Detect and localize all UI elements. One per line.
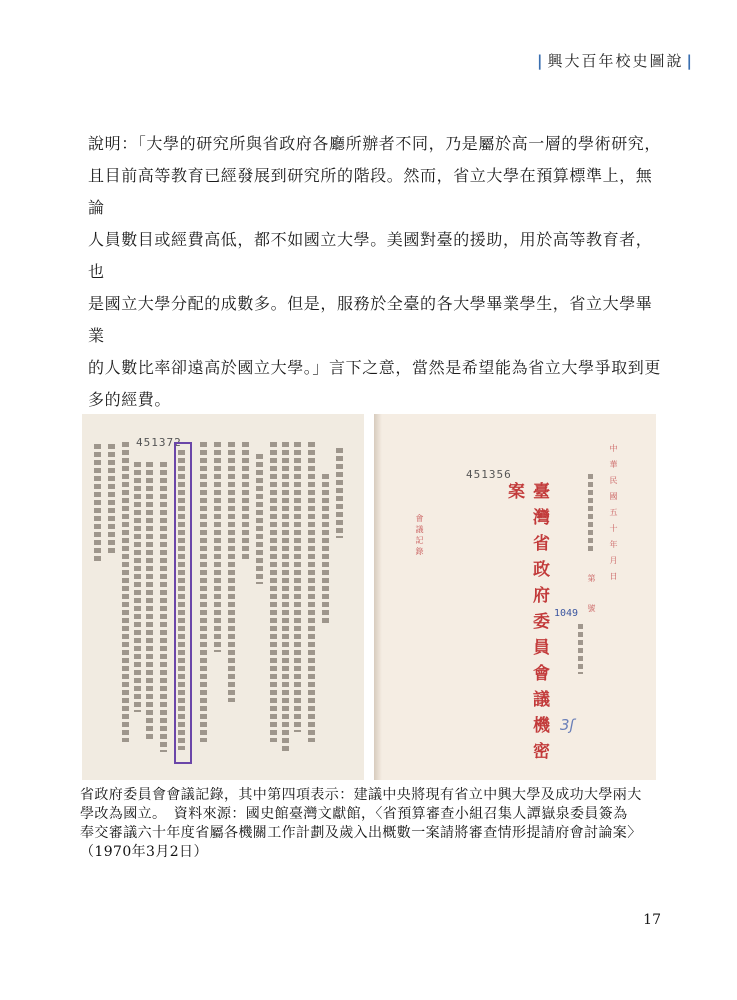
caption-line: 學改為國立。 資料來源：國史館臺灣文獻館，〈省預算審查小組召集人譚嶽泉委員簽為 <box>80 806 628 822</box>
body-paragraph <box>88 128 668 416</box>
text-column <box>94 444 101 564</box>
text-column <box>322 474 329 624</box>
page-fold-shadow <box>374 414 382 780</box>
right-note: 第號 <box>587 574 596 634</box>
caption-line: 省政府委員會會議記錄，其中第四項表示：建議中央將現有省立中興大學及成功大學兩大 <box>80 787 642 803</box>
page-number: 17 <box>643 912 661 928</box>
text-column <box>308 442 315 742</box>
text-column <box>122 442 129 742</box>
right-note: 中華民國五十年月日 <box>609 444 618 588</box>
scanned-document-left <box>82 414 364 780</box>
running-header <box>534 50 697 71</box>
handwritten-mark: 3ʃ <box>560 716 575 734</box>
text-column <box>178 450 185 750</box>
text-column <box>256 454 263 584</box>
text-column <box>282 442 289 752</box>
caption-line: （1970年3月2日） <box>80 844 208 860</box>
caption-line: 奉交審議六十年度省屬各機關工作計劃及歲入出概數一案請將審查情形提請府會討論案〉 <box>80 825 642 841</box>
document-title: 臺灣省政府委員會議機密案 <box>504 482 549 768</box>
text-column <box>336 448 343 538</box>
text-column <box>214 442 221 652</box>
header-title: 興大百年校史圖說 <box>547 52 684 70</box>
header-bar-right: | <box>686 52 694 70</box>
handwritten-column <box>588 474 593 554</box>
text-column <box>160 462 167 752</box>
figure-caption <box>80 786 664 862</box>
scanned-document-right <box>374 414 656 780</box>
text-column <box>270 442 277 742</box>
handwritten-column <box>578 624 583 674</box>
body-line: 人員數目或經費高低，都不如國立大學。美國對臺的援助，用於高等教育者，也 <box>88 230 653 281</box>
document-code: 451356 <box>466 468 512 481</box>
text-column <box>146 462 153 742</box>
header-bar-left: | <box>537 52 545 70</box>
body-line: 多的經費。 <box>88 390 172 409</box>
document-code: 451372 <box>136 436 182 449</box>
text-column <box>134 462 141 712</box>
body-line: 說明：「大學的研究所與省政府各廳所辦者不同，乃是屬於高一層的學術研究， <box>88 134 662 153</box>
stamp-number: 1049 <box>554 608 579 619</box>
text-column <box>294 442 301 732</box>
text-column <box>200 442 207 742</box>
body-line: 的人數比率卻遠高於國立大學。」言下之意，當然是希望能為省立大學爭取到更 <box>88 358 662 377</box>
left-note: 會議記錄 <box>415 514 424 558</box>
body-line: 且目前高等教育已經發展到研究所的階段。然而，省立大學在預算標準上，無論 <box>88 166 653 217</box>
body-line: 是國立大學分配的成數多。但是，服務於全臺的各大學畢業學生，省立大學畢業 <box>88 294 653 345</box>
text-column <box>228 442 235 702</box>
text-column <box>108 444 115 554</box>
text-column <box>242 442 249 562</box>
